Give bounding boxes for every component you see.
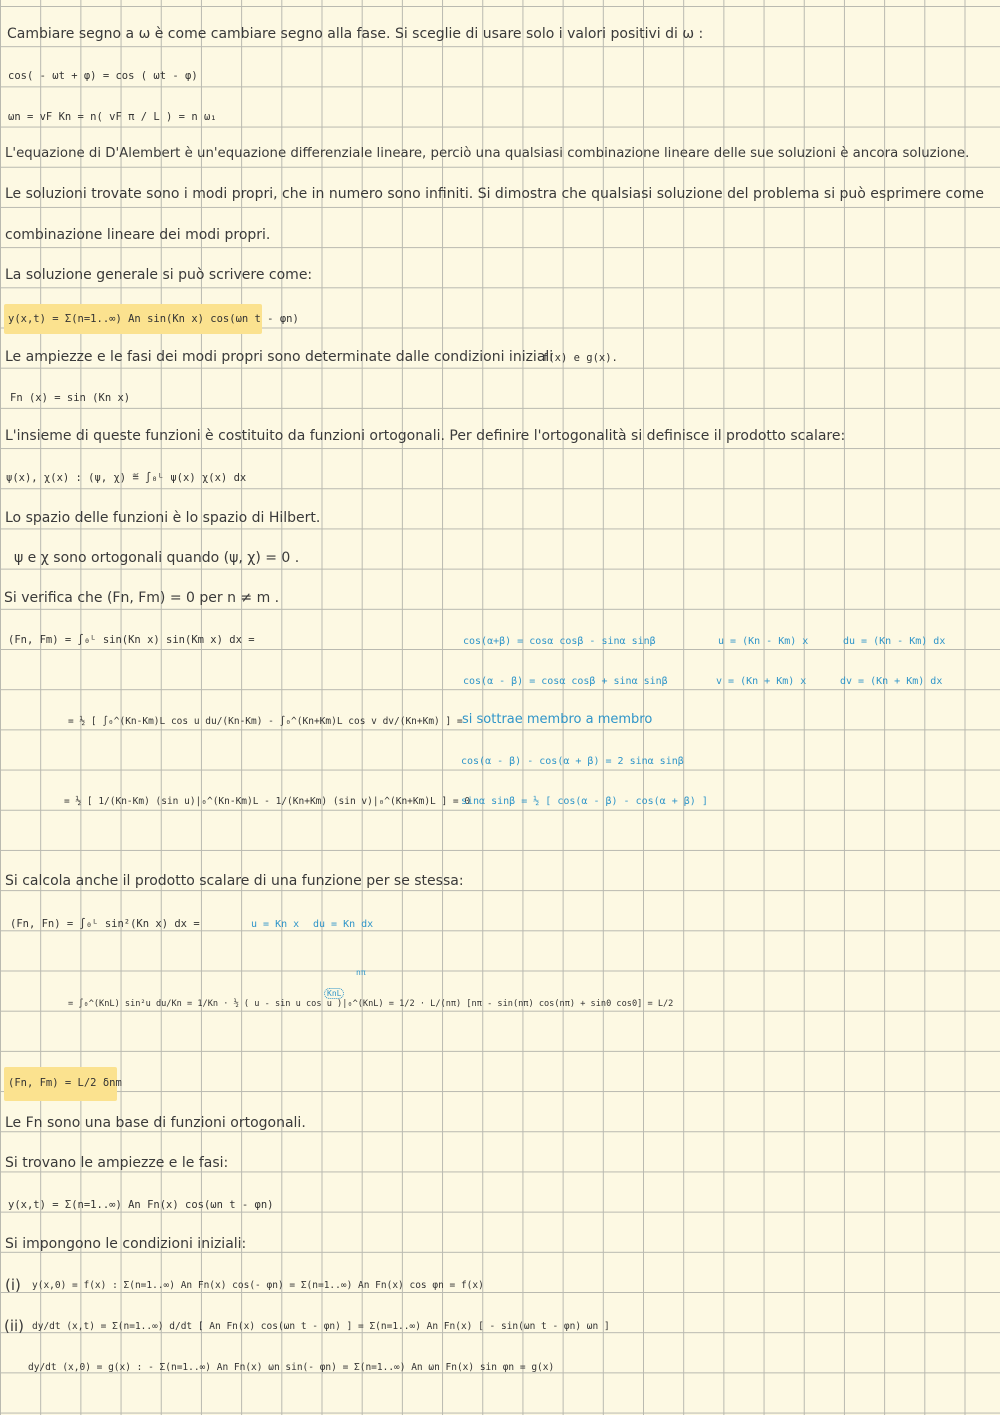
math-FnFn-result: = ∫₀^(KnL) sin²u du/Kn = 1/Kn · ½ ( u - sin u cos u )|₀^(KnL) = 1/2 · L/(nπ) [nπ - sin(nπ) cos(nπ) + sin0 cos0] = L/2 bbox=[68, 999, 674, 1009]
text-line-6: Le ampiezze e le fasi dei modi propri sono determinate dalle condizioni iniziali bbox=[5, 349, 554, 365]
note-subtract: si sottrae membro a membro bbox=[462, 712, 653, 727]
text-line-9: ψ e χ sono ortogonali quando (ψ, χ) = 0 . bbox=[14, 550, 300, 566]
label-i: (i) bbox=[5, 1276, 21, 1294]
math-cos-symmetry: cos( - ωt + φ) = cos ( ωt - φ) bbox=[8, 70, 198, 82]
math-orthogonality-result: (Fn, Fm) = L/2 δnm bbox=[8, 1077, 122, 1089]
label-ii: (ii) bbox=[4, 1317, 25, 1335]
text-line-1: Cambiare segno a ω è come cambiare segno alla fase. Si sceglie di usare solo i valori positivi di ω : bbox=[7, 26, 704, 42]
note-cos-diff: cos(α - β) = cosα cosβ + sinα sinβ bbox=[463, 676, 668, 687]
note-u-knx: u = Kn x bbox=[251, 919, 300, 930]
text-line-10: Si verifica che (Fn, Fm) = 0 per n ≠ m . bbox=[4, 590, 280, 606]
text-line-2: L'equazione di D'Alembert è un'equazione differenziale lineare, perciò una qualsiasi combinazione lineare delle sue soluzioni è ancora soluzione. bbox=[5, 146, 970, 161]
math-FnFm-integral: (Fn, Fm) = ∫₀ᴸ sin(Kn x) sin(Km x) dx = bbox=[8, 634, 255, 646]
math-FnFm-step-3: = ½ [ 1/(Kn-Km) (sin u)|₀^(Kn-Km)L - 1/(Kn+Km) (sin v)|₀^(Kn+Km)L ] = 0 bbox=[64, 796, 471, 807]
text-line-8: Lo spazio delle funzioni è lo spazio di Hilbert. bbox=[5, 510, 321, 526]
note-sin-product-identity: sinα sinβ = ½ [ cos(α - β) - cos(α + β) ] bbox=[461, 796, 708, 807]
note-du-kndx: du = Kn dx bbox=[313, 919, 374, 930]
note-cos-sum: cos(α+β) = cosα cosβ - sinα sinβ bbox=[463, 636, 656, 647]
math-condition-ii: dy/dt (x,t) = Σ(n=1..∞) d/dt [ An Fn(x) cos(ωn t - φn) ] = Σ(n=1..∞) An Fn(x) [ - sin(ωn t - φn) ωn ] bbox=[32, 1321, 610, 1332]
note-v-sub: v = (Kn + Km) x bbox=[716, 676, 807, 687]
math-initial-conditions: f(x) e g(x). bbox=[542, 352, 618, 364]
text-line-4: combinazione lineare dei modi propri. bbox=[5, 227, 271, 243]
math-condition-i: y(x,0) = f(x) : Σ(n=1..∞) An Fn(x) cos(- φn) = Σ(n=1..∞) An Fn(x) cos φn = f(x) bbox=[32, 1280, 484, 1291]
math-scalar-product: ψ(x), χ(x) : (ψ, χ) ≝ ∫₀ᴸ ψ(x) χ(x) dx bbox=[6, 472, 247, 484]
math-expansion: y(x,t) = Σ(n=1..∞) An Fn(x) cos(ωn t - φn) bbox=[8, 1199, 274, 1211]
note-du-sub: du = (Kn - Km) dx bbox=[843, 636, 946, 647]
note-cos-difference-identity: cos(α - β) - cos(α + β) = 2 sinα sinβ bbox=[461, 756, 684, 767]
text-line-5: La soluzione generale si può scrivere come: bbox=[5, 267, 313, 283]
note-n-pi: nπ bbox=[356, 968, 366, 977]
text-line-11: Si calcola anche il prodotto scalare di una funzione per se stessa: bbox=[5, 873, 464, 889]
text-line-13: Si trovano le ampiezze e le fasi: bbox=[5, 1155, 229, 1171]
note-u-sub: u = (Kn - Km) x bbox=[718, 636, 809, 647]
text-line-7: L'insieme di queste funzioni è costituito da funzioni ortogonali. Per definire l'ortogonalità si definisce il prodotto scalare: bbox=[5, 428, 846, 444]
math-FnFn-integral: (Fn, Fn) = ∫₀ᴸ sin²(Kn x) dx = bbox=[10, 918, 200, 930]
text-line-14: Si impongono le condizioni iniziali: bbox=[5, 1236, 247, 1252]
note-dv-sub: dv = (Kn + Km) dx bbox=[840, 676, 943, 687]
math-condition-ii-t0: dy/dt (x,0) = g(x) : - Σ(n=1..∞) An Fn(x) ωn sin(- φn) = Σ(n=1..∞) An ωn Fn(x) sin φn = g(x) bbox=[28, 1362, 555, 1373]
math-Fn-definition: Fn (x) = sin (Kn x) bbox=[10, 392, 131, 404]
text-line-12: Le Fn sono una base di funzioni ortogonali. bbox=[5, 1115, 306, 1131]
math-FnFm-step-2: = ½ [ ∫₀^(Kn-Km)L cos u du/(Kn-Km) - ∫₀^(Kn+Km)L cos v dv/(Kn+Km) ] = bbox=[68, 716, 463, 727]
math-omega-n: ωn = vF Kn = n( vF π / L ) = n ω₁ bbox=[8, 111, 217, 123]
text-line-3: Le soluzioni trovate sono i modi propri, che in numero sono infiniti. Si dimostra che qualsiasi soluzione del problema si può esprimere come bbox=[5, 186, 985, 202]
math-general-solution: y(x,t) = Σ(n=1..∞) An sin(Kn x) cos(ωn t - φn) bbox=[8, 313, 299, 325]
note-knl: KnL bbox=[324, 988, 344, 999]
